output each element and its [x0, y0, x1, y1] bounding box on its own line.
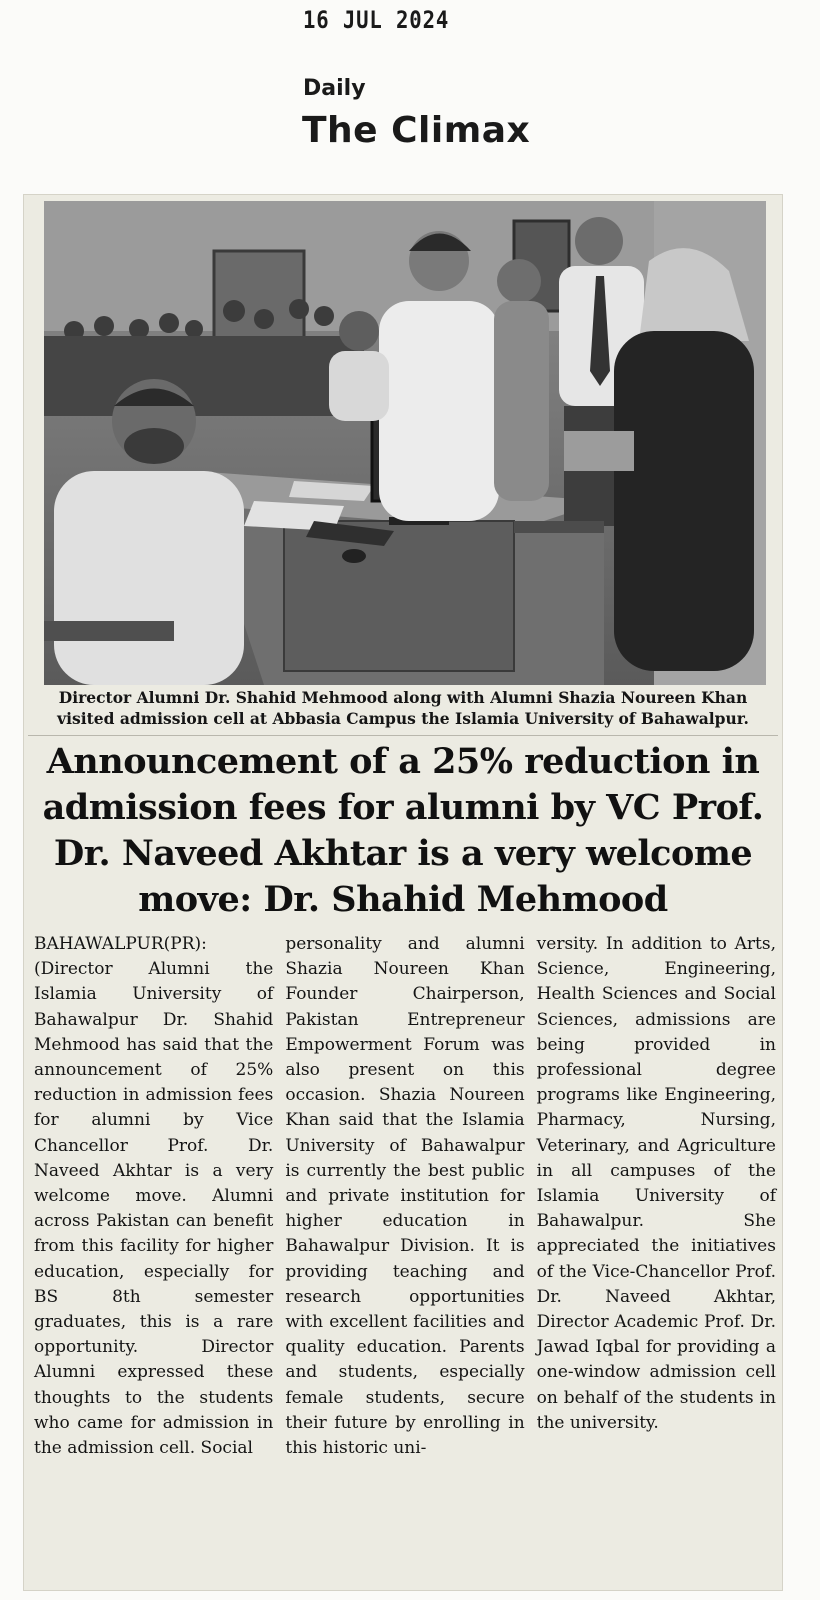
photo-caption — [38, 687, 768, 729]
publication-date-stamp: 16 JUL 2024 — [303, 6, 450, 34]
newspaper-clipping — [24, 195, 782, 1590]
photo-caption-line-2: visited admission cell at Abbasia Campus the Islamia University of Bahawalpur. — [57, 709, 749, 728]
newspaper-frequency-label: Daily — [303, 76, 366, 101]
article-column-2: personality and alumni Shazia Noureen Khan Founder Chairperson, Pakistan Entrepreneur Empowerment Forum was also present on this occasion. Shazia Noureen Khan said that the Islamia University of Bahawalpur is currently the best public and private institution for higher education in Bahawalpur Division. It is providing teaching and research opportunities with excellent facilities and quality education. Parents and students, especially female students, secure their future by enrolling in this historic uni- — [285, 934, 525, 1459]
news-photo — [44, 201, 766, 685]
news-photo-illustration — [44, 201, 766, 685]
newspaper-name: The Climax — [302, 110, 531, 151]
article-headline: Announcement of a 25% reduction in admission fees for alumni by VC Prof. Dr. Naveed Akhtar is a very welcome move: Dr. Shahid Mehmood — [42, 741, 764, 920]
article-column-3: versity. In addition to Arts, Science, Engineering, Health Sciences and Social Sciences, admissions are being provided in professional degree programs like Engineering, Pharmacy, Nursing, Veterinary, and Agriculture in all campuses of the Islamia University of Bahawalpur. She appreciated the initiatives of the Vice-Chancellor Prof. Dr. Naveed Akhtar, Director Academic Prof. Dr. Jawad Iqbal for providing a one-window admission cell on behalf of the students in the university. — [536, 934, 776, 1433]
article-body — [34, 932, 776, 1461]
article-column-1: BAHAWALPUR(PR): (Director Alumni the Islamia University of Bahawalpur Dr. Shahid Mehmood has said that the announcement of 25% reduction in admission fees for alumni by Vice Chancellor Prof. Dr. Naveed Akhtar is a very welcome move. Alumni across Pakistan can benefit from this facility for higher education, especially for BS 8th semester graduates, this is a rare opportunity. Director Alumni expressed these thoughts to the students who came for admission in the admission cell. Social — [34, 934, 274, 1459]
photo-caption-line-1: Director Alumni Dr. Shahid Mehmood along with Alumni Shazia Noureen Khan — [58, 688, 748, 707]
